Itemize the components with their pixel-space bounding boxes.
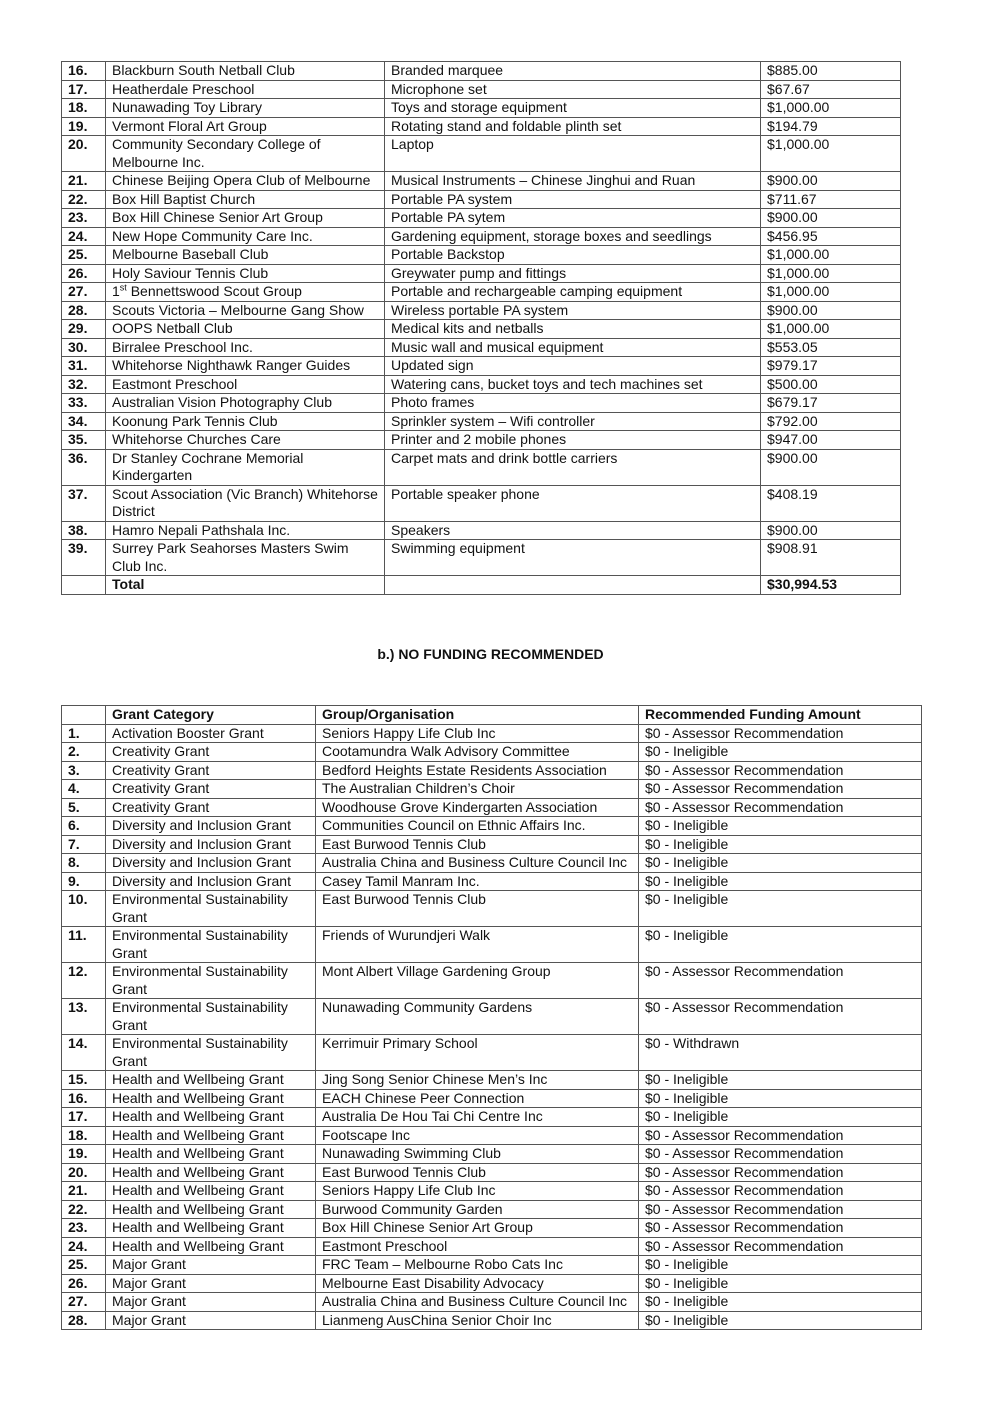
- row-number: 10.: [62, 891, 106, 927]
- funding-amount: $67.67: [761, 80, 901, 99]
- organisation-name: Scout Association (Vic Branch) Whitehorse District: [106, 485, 385, 521]
- total-row: [62, 576, 901, 595]
- table-row: [62, 540, 901, 576]
- row-number: 36.: [62, 449, 106, 485]
- row-number: 1.: [62, 724, 106, 743]
- table-row: [62, 854, 922, 873]
- group-organisation: Seniors Happy Life Club Inc: [316, 1182, 639, 1201]
- funded-item: Swimming equipment: [385, 540, 761, 576]
- organisation-name: Hamro Nepali Pathshala Inc.: [106, 521, 385, 540]
- row-number: 20.: [62, 136, 106, 172]
- table-row: [62, 963, 922, 999]
- table-row: [62, 1293, 922, 1312]
- row-number: 16.: [62, 62, 106, 81]
- row-number: 39.: [62, 540, 106, 576]
- funded-item: Microphone set: [385, 80, 761, 99]
- row-number: 3.: [62, 761, 106, 780]
- table-row: [62, 80, 901, 99]
- group-organisation: Australia China and Business Culture Council Inc: [316, 1293, 639, 1312]
- recommended-amount: $0 - Assessor Recommendation: [639, 761, 922, 780]
- table-row: [62, 209, 901, 228]
- group-organisation: East Burwood Tennis Club: [316, 835, 639, 854]
- organisation-name: Eastmont Preschool: [106, 375, 385, 394]
- funding-amount: $553.05: [761, 338, 901, 357]
- group-organisation: EACH Chinese Peer Connection: [316, 1089, 639, 1108]
- recommended-amount: $0 - Ineligible: [639, 1274, 922, 1293]
- table-row: [62, 190, 901, 209]
- group-organisation: Box Hill Chinese Senior Art Group: [316, 1219, 639, 1238]
- funding-amount: $408.19: [761, 485, 901, 521]
- table-row: [62, 1182, 922, 1201]
- table-row: [62, 999, 922, 1035]
- recommended-amount: $0 - Assessor Recommendation: [639, 1163, 922, 1182]
- recommended-amount: $0 - Ineligible: [639, 1256, 922, 1275]
- recommended-amount: $0 - Withdrawn: [639, 1035, 922, 1071]
- header-grant-category: Grant Category: [106, 706, 316, 725]
- organisation-name-text: Bennettswood Scout Group: [126, 283, 302, 299]
- table-row: [62, 817, 922, 836]
- recommended-amount: $0 - Ineligible: [639, 817, 922, 836]
- organisation-name: Dr Stanley Cochrane Memorial Kindergarten: [106, 449, 385, 485]
- row-number: 2.: [62, 743, 106, 762]
- organisation-name: Community Secondary College of Melbourne Inc.: [106, 136, 385, 172]
- row-number: 22.: [62, 190, 106, 209]
- group-organisation: Woodhouse Grove Kindergarten Association: [316, 798, 639, 817]
- grant-category: Health and Wellbeing Grant: [106, 1145, 316, 1164]
- row-number: 20.: [62, 1163, 106, 1182]
- funded-item: Music wall and musical equipment: [385, 338, 761, 357]
- table-row: [62, 1219, 922, 1238]
- grant-category: Major Grant: [106, 1274, 316, 1293]
- row-number: 33.: [62, 394, 106, 413]
- recommended-amount: $0 - Assessor Recommendation: [639, 798, 922, 817]
- organisation-name: Blackburn South Netball Club: [106, 62, 385, 81]
- group-organisation: Seniors Happy Life Club Inc: [316, 724, 639, 743]
- total-empty-cell: [62, 576, 106, 595]
- funded-grants-table-body: [62, 62, 901, 595]
- table-row: [62, 780, 922, 799]
- funded-item: Updated sign: [385, 357, 761, 376]
- grant-category: Health and Wellbeing Grant: [106, 1237, 316, 1256]
- funding-amount: $456.95: [761, 227, 901, 246]
- organisation-name: New Hope Community Care Inc.: [106, 227, 385, 246]
- table-row: [62, 743, 922, 762]
- funded-item: Carpet mats and drink bottle carriers: [385, 449, 761, 485]
- recommended-amount: $0 - Ineligible: [639, 1089, 922, 1108]
- row-number: 26.: [62, 1274, 106, 1293]
- organisation-name: Heatherdale Preschool: [106, 80, 385, 99]
- funded-item: Portable and rechargeable camping equipment: [385, 283, 761, 302]
- header-recommended-amount: Recommended Funding Amount: [639, 706, 922, 725]
- funded-item: Speakers: [385, 521, 761, 540]
- funding-amount: $908.91: [761, 540, 901, 576]
- recommended-amount: $0 - Assessor Recommendation: [639, 999, 922, 1035]
- funding-amount: $900.00: [761, 172, 901, 191]
- row-number: 6.: [62, 817, 106, 836]
- group-organisation: East Burwood Tennis Club: [316, 891, 639, 927]
- table-row: [62, 1311, 922, 1330]
- grant-category: Environmental Sustainability Grant: [106, 927, 316, 963]
- funding-amount: $900.00: [761, 449, 901, 485]
- recommended-amount: $0 - Ineligible: [639, 835, 922, 854]
- recommended-amount: $0 - Ineligible: [639, 854, 922, 873]
- funding-amount: $1,000.00: [761, 99, 901, 118]
- grant-category: Health and Wellbeing Grant: [106, 1126, 316, 1145]
- organisation-name: Whitehorse Churches Care: [106, 431, 385, 450]
- table-row: [62, 1163, 922, 1182]
- organisation-name: Box Hill Baptist Church: [106, 190, 385, 209]
- organisation-name: Nunawading Toy Library: [106, 99, 385, 118]
- grant-category: Major Grant: [106, 1311, 316, 1330]
- grant-category: Creativity Grant: [106, 798, 316, 817]
- row-number: 4.: [62, 780, 106, 799]
- organisation-name: OOPS Netball Club: [106, 320, 385, 339]
- row-number: 5.: [62, 798, 106, 817]
- table-row: [62, 246, 901, 265]
- funded-item: Portable speaker phone: [385, 485, 761, 521]
- row-number: 21.: [62, 1182, 106, 1201]
- table-row: [62, 835, 922, 854]
- group-organisation: Australia De Hou Tai Chi Centre Inc: [316, 1108, 639, 1127]
- header-num: [62, 706, 106, 725]
- table-row: [62, 761, 922, 780]
- organisation-name: Australian Vision Photography Club: [106, 394, 385, 413]
- group-organisation: Casey Tamil Manram Inc.: [316, 872, 639, 891]
- section-heading: b.) NO FUNDING RECOMMENDED: [377, 646, 604, 662]
- funded-item: Printer and 2 mobile phones: [385, 431, 761, 450]
- group-organisation: Mont Albert Village Gardening Group: [316, 963, 639, 999]
- row-number: 26.: [62, 264, 106, 283]
- total-amount: $30,994.53: [761, 576, 901, 595]
- table-row: [62, 449, 901, 485]
- grant-category: Environmental Sustainability Grant: [106, 891, 316, 927]
- funding-amount: $792.00: [761, 412, 901, 431]
- table-row: [62, 1089, 922, 1108]
- table-row: [62, 99, 901, 118]
- funded-item: Watering cans, bucket toys and tech machines set: [385, 375, 761, 394]
- funded-item: Portable PA system: [385, 190, 761, 209]
- grant-category: Environmental Sustainability Grant: [106, 963, 316, 999]
- row-number: 23.: [62, 209, 106, 228]
- grant-category: Major Grant: [106, 1256, 316, 1275]
- row-number: 13.: [62, 999, 106, 1035]
- row-number: 34.: [62, 412, 106, 431]
- recommended-amount: $0 - Assessor Recommendation: [639, 963, 922, 999]
- funding-amount: $1,000.00: [761, 136, 901, 172]
- funding-amount: $979.17: [761, 357, 901, 376]
- group-organisation: Jing Song Senior Chinese Men’s Inc: [316, 1071, 639, 1090]
- organisation-name: Vermont Floral Art Group: [106, 117, 385, 136]
- organisation-name: Birralee Preschool Inc.: [106, 338, 385, 357]
- total-empty-cell: [385, 576, 761, 595]
- grant-category: Environmental Sustainability Grant: [106, 999, 316, 1035]
- funded-item: Gardening equipment, storage boxes and seedlings: [385, 227, 761, 246]
- row-number: 12.: [62, 963, 106, 999]
- funding-amount: $900.00: [761, 521, 901, 540]
- grant-category: Health and Wellbeing Grant: [106, 1089, 316, 1108]
- group-organisation: Burwood Community Garden: [316, 1200, 639, 1219]
- table-row: [62, 264, 901, 283]
- funded-grants-table: [61, 61, 901, 595]
- table-row: [62, 1126, 922, 1145]
- row-number: 27.: [62, 283, 106, 302]
- recommended-amount: $0 - Ineligible: [639, 1108, 922, 1127]
- funding-amount: $1,000.00: [761, 264, 901, 283]
- funded-item: Greywater pump and fittings: [385, 264, 761, 283]
- row-number: 8.: [62, 854, 106, 873]
- organisation-name: Melbourne Baseball Club: [106, 246, 385, 265]
- funded-item: Portable PA sytem: [385, 209, 761, 228]
- grant-category: Activation Booster Grant: [106, 724, 316, 743]
- group-organisation: Melbourne East Disability Advocacy: [316, 1274, 639, 1293]
- table-row: [62, 1274, 922, 1293]
- table-row: [62, 283, 901, 302]
- row-number: 32.: [62, 375, 106, 394]
- funding-amount: $900.00: [761, 301, 901, 320]
- table-row: [62, 1237, 922, 1256]
- grant-category: Diversity and Inclusion Grant: [106, 835, 316, 854]
- row-number: 15.: [62, 1071, 106, 1090]
- funding-amount: $885.00: [761, 62, 901, 81]
- group-organisation: FRC Team – Melbourne Robo Cats Inc: [316, 1256, 639, 1275]
- table-row: [62, 375, 901, 394]
- funded-item: Branded marquee: [385, 62, 761, 81]
- table-row: [62, 798, 922, 817]
- table-row: [62, 394, 901, 413]
- funding-amount: $1,000.00: [761, 246, 901, 265]
- row-number: 16.: [62, 1089, 106, 1108]
- recommended-amount: $0 - Assessor Recommendation: [639, 780, 922, 799]
- recommended-amount: $0 - Assessor Recommendation: [639, 724, 922, 743]
- row-number: 28.: [62, 1311, 106, 1330]
- organisation-name: Scouts Victoria – Melbourne Gang Show: [106, 301, 385, 320]
- grant-category: Diversity and Inclusion Grant: [106, 817, 316, 836]
- table-row: [62, 1256, 922, 1275]
- grant-category: Health and Wellbeing Grant: [106, 1200, 316, 1219]
- table-row: [62, 62, 901, 81]
- funded-item: Sprinkler system – Wifi controller: [385, 412, 761, 431]
- row-number: 25.: [62, 246, 106, 265]
- row-number: 17.: [62, 1108, 106, 1127]
- row-number: 14.: [62, 1035, 106, 1071]
- group-organisation: Communities Council on Ethnic Affairs Inc.: [316, 817, 639, 836]
- row-number: 37.: [62, 485, 106, 521]
- row-number: 19.: [62, 1145, 106, 1164]
- group-organisation: Kerrimuir Primary School: [316, 1035, 639, 1071]
- recommended-amount: $0 - Ineligible: [639, 1293, 922, 1312]
- table-row: [62, 1071, 922, 1090]
- table-row: [62, 1035, 922, 1071]
- row-number: 11.: [62, 927, 106, 963]
- row-number: 9.: [62, 872, 106, 891]
- funded-item: Medical kits and netballs: [385, 320, 761, 339]
- table-row: [62, 227, 901, 246]
- group-organisation: East Burwood Tennis Club: [316, 1163, 639, 1182]
- funded-item: Portable Backstop: [385, 246, 761, 265]
- organisation-name: Holy Saviour Tennis Club: [106, 264, 385, 283]
- row-number: 27.: [62, 1293, 106, 1312]
- recommended-amount: $0 - Ineligible: [639, 743, 922, 762]
- group-organisation: Lianmeng AusChina Senior Choir Inc: [316, 1311, 639, 1330]
- funded-item: Rotating stand and foldable plinth set: [385, 117, 761, 136]
- table-row: [62, 136, 901, 172]
- row-number: 23.: [62, 1219, 106, 1238]
- recommended-amount: $0 - Assessor Recommendation: [639, 1219, 922, 1238]
- group-organisation: Nunawading Community Gardens: [316, 999, 639, 1035]
- recommended-amount: $0 - Assessor Recommendation: [639, 1200, 922, 1219]
- table-row: [62, 927, 922, 963]
- table-row: [62, 357, 901, 376]
- funded-item: Laptop: [385, 136, 761, 172]
- group-organisation: Cootamundra Walk Advisory Committee: [316, 743, 639, 762]
- organisation-ordinal-suffix: st: [119, 282, 127, 293]
- total-label: Total: [106, 576, 385, 595]
- table-row: [62, 172, 901, 191]
- grant-category: Health and Wellbeing Grant: [106, 1182, 316, 1201]
- table-row: [62, 412, 901, 431]
- no-funding-table-header: [62, 706, 922, 725]
- row-number: 25.: [62, 1256, 106, 1275]
- group-organisation: Eastmont Preschool: [316, 1237, 639, 1256]
- recommended-amount: $0 - Assessor Recommendation: [639, 1126, 922, 1145]
- recommended-amount: $0 - Ineligible: [639, 1311, 922, 1330]
- table-row: [62, 1200, 922, 1219]
- row-number: 24.: [62, 1237, 106, 1256]
- no-funding-table: [61, 705, 922, 1330]
- row-number: 29.: [62, 320, 106, 339]
- funded-item: Musical Instruments – Chinese Jinghui and Ruan: [385, 172, 761, 191]
- row-number: 38.: [62, 521, 106, 540]
- row-number: 18.: [62, 99, 106, 118]
- row-number: 19.: [62, 117, 106, 136]
- table-row: [62, 1108, 922, 1127]
- row-number: 17.: [62, 80, 106, 99]
- recommended-amount: $0 - Assessor Recommendation: [639, 1237, 922, 1256]
- funding-amount: $947.00: [761, 431, 901, 450]
- row-number: 24.: [62, 227, 106, 246]
- group-organisation: Footscape Inc: [316, 1126, 639, 1145]
- row-number: 30.: [62, 338, 106, 357]
- row-number: 28.: [62, 301, 106, 320]
- group-organisation: The Australian Children’s Choir: [316, 780, 639, 799]
- table-row: [62, 724, 922, 743]
- recommended-amount: $0 - Assessor Recommendation: [639, 1182, 922, 1201]
- table-row: [62, 320, 901, 339]
- grant-category: Health and Wellbeing Grant: [106, 1219, 316, 1238]
- table-row: [62, 117, 901, 136]
- row-number: 7.: [62, 835, 106, 854]
- row-number: 35.: [62, 431, 106, 450]
- funded-item: Photo frames: [385, 394, 761, 413]
- funding-amount: $679.17: [761, 394, 901, 413]
- funded-item: Toys and storage equipment: [385, 99, 761, 118]
- table-row: [62, 1145, 922, 1164]
- no-funding-table-body: [62, 724, 922, 1330]
- table-row: [62, 338, 901, 357]
- funding-amount: $711.67: [761, 190, 901, 209]
- recommended-amount: $0 - Ineligible: [639, 891, 922, 927]
- table-row: [62, 891, 922, 927]
- header-row: [62, 706, 922, 725]
- row-number: 22.: [62, 1200, 106, 1219]
- group-organisation: Nunawading Swimming Club: [316, 1145, 639, 1164]
- grant-category: Creativity Grant: [106, 743, 316, 762]
- organisation-name: Box Hill Chinese Senior Art Group: [106, 209, 385, 228]
- row-number: 18.: [62, 1126, 106, 1145]
- organisation-name: Chinese Beijing Opera Club of Melbourne: [106, 172, 385, 191]
- grant-category: Diversity and Inclusion Grant: [106, 854, 316, 873]
- organisation-name: Whitehorse Nighthawk Ranger Guides: [106, 357, 385, 376]
- table-row: [62, 301, 901, 320]
- table-row: [62, 431, 901, 450]
- grant-category: Health and Wellbeing Grant: [106, 1108, 316, 1127]
- recommended-amount: $0 - Assessor Recommendation: [639, 1145, 922, 1164]
- grant-category: Major Grant: [106, 1293, 316, 1312]
- organisation-name: Surrey Park Seahorses Masters Swim Club Inc.: [106, 540, 385, 576]
- recommended-amount: $0 - Ineligible: [639, 1071, 922, 1090]
- funding-amount: $900.00: [761, 209, 901, 228]
- organisation-name: [106, 283, 385, 302]
- grant-category: Environmental Sustainability Grant: [106, 1035, 316, 1071]
- funded-item: Wireless portable PA system: [385, 301, 761, 320]
- table-row: [62, 872, 922, 891]
- funding-amount: $1,000.00: [761, 283, 901, 302]
- table-row: [62, 485, 901, 521]
- grant-category: Health and Wellbeing Grant: [106, 1163, 316, 1182]
- organisation-name: Koonung Park Tennis Club: [106, 412, 385, 431]
- group-organisation: Australia China and Business Culture Council Inc: [316, 854, 639, 873]
- funding-amount: $500.00: [761, 375, 901, 394]
- organisation-ordinal: 1: [112, 283, 120, 299]
- header-group-organisation: Group/Organisation: [316, 706, 639, 725]
- table-row: [62, 521, 901, 540]
- funding-amount: $1,000.00: [761, 320, 901, 339]
- funding-amount: $194.79: [761, 117, 901, 136]
- grant-category: Creativity Grant: [106, 761, 316, 780]
- group-organisation: Friends of Wurundjeri Walk: [316, 927, 639, 963]
- grant-category: Creativity Grant: [106, 780, 316, 799]
- recommended-amount: $0 - Ineligible: [639, 872, 922, 891]
- row-number: 21.: [62, 172, 106, 191]
- row-number: 31.: [62, 357, 106, 376]
- recommended-amount: $0 - Ineligible: [639, 927, 922, 963]
- group-organisation: Bedford Heights Estate Residents Association: [316, 761, 639, 780]
- grant-category: Health and Wellbeing Grant: [106, 1071, 316, 1090]
- grant-category: Diversity and Inclusion Grant: [106, 872, 316, 891]
